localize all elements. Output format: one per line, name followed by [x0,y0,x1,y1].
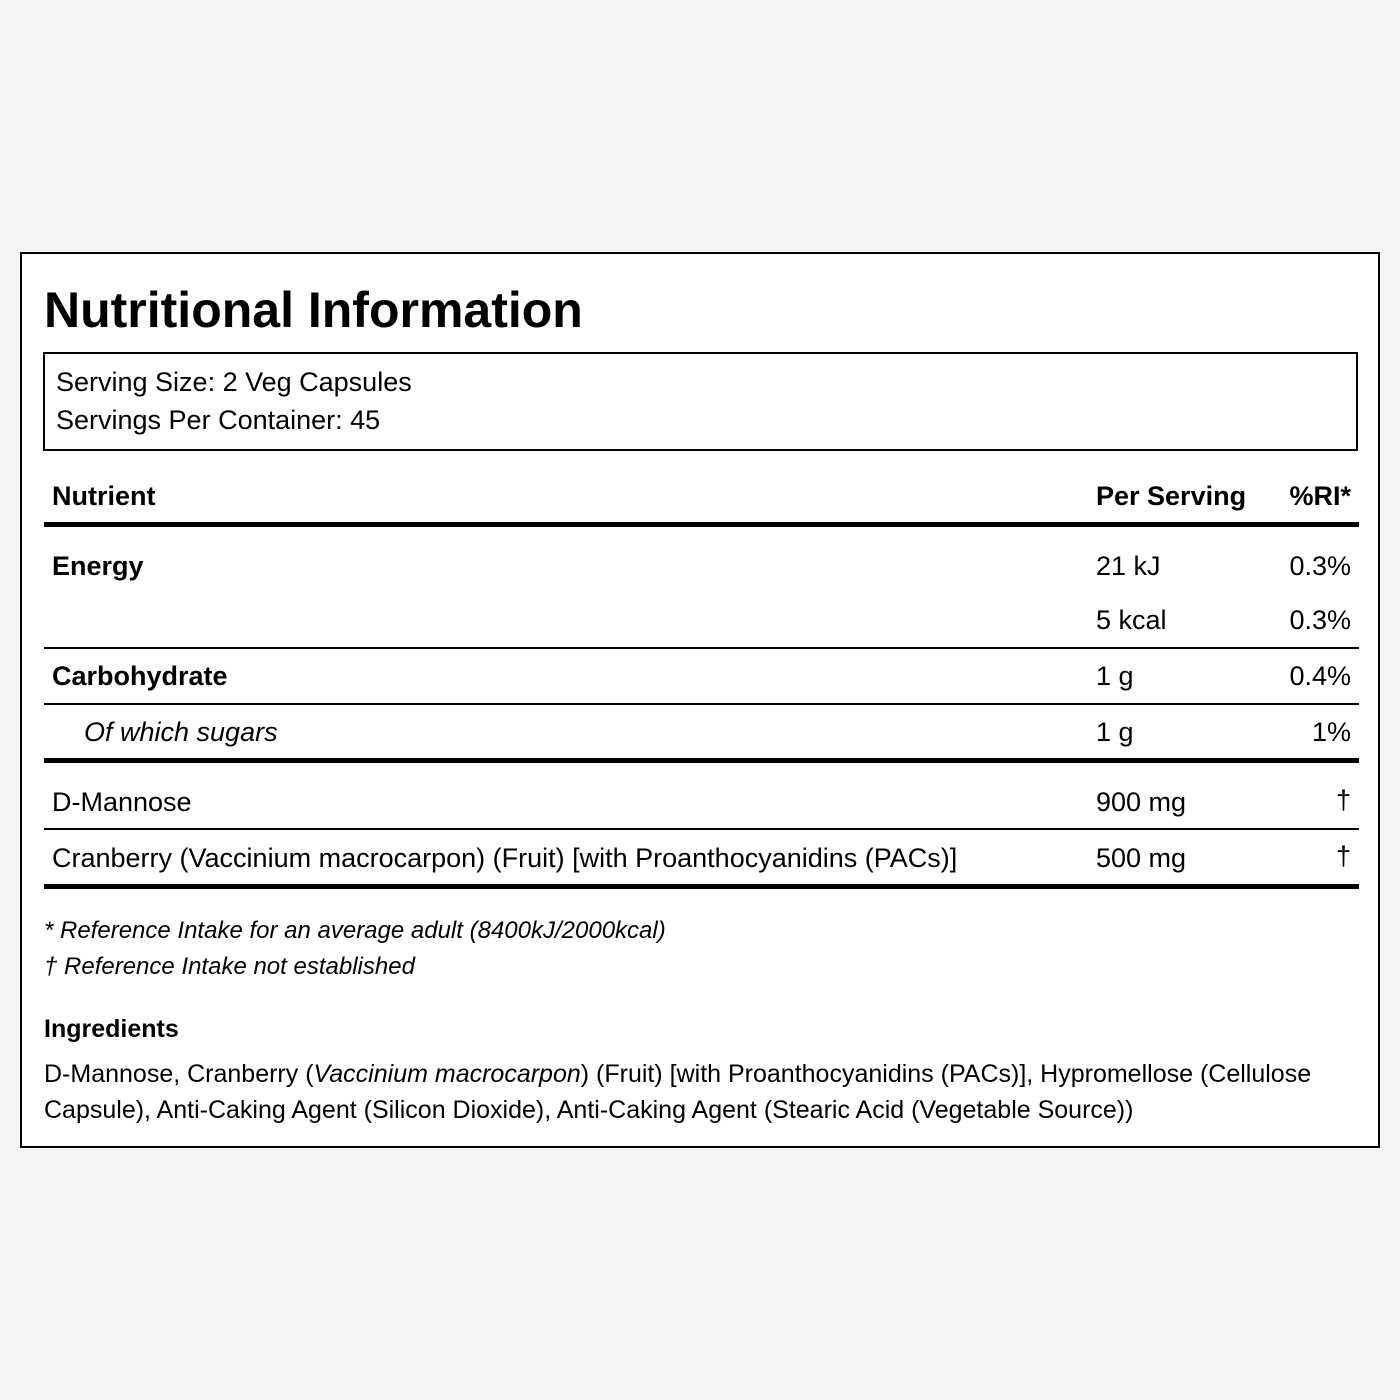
footnote-not-established: † Reference Intake not established [44,953,415,980]
footnote-reference-intake: * Reference Intake for an average adult (8400kJ/2000kcal) [44,917,666,944]
row-nutrient-carbohydrate: Carbohydrate [52,661,228,691]
ingredients-title: Ingredients [44,1015,179,1043]
row-nutrient-cranberry: Cranberry (Vaccinium macrocarpon) (Fruit) [with Proanthocyanidins (PACs)] [52,843,958,873]
header-divider [44,522,1359,527]
serving-info-box [43,352,1358,451]
row-ri-d-mannose: † [1335,785,1351,815]
row-per-serving-carbohydrate: 1 g [1096,661,1134,691]
section-divider [44,758,1359,763]
row-per-serving-energy-kj: 21 kJ [1096,551,1161,581]
ingredients-text-part: D-Mannose, Cranberry ( [44,1060,314,1088]
page-title: Nutritional Information [44,282,583,338]
ingredients-text [44,1056,1354,1128]
row-divider [44,647,1359,649]
row-per-serving-d-mannose: 900 mg [1096,787,1187,817]
row-nutrient-d-mannose: D-Mannose [52,787,192,817]
servings-per-container: Servings Per Container: 45 [56,405,381,435]
row-ri-sugars: 1% [1311,717,1351,747]
table-bottom-divider [44,884,1359,889]
row-nutrient-sugars: Of which sugars [84,717,278,747]
row-ri-energy-kcal: 0.3% [1289,605,1351,635]
serving-size: Serving Size: 2 Veg Capsules [56,367,412,397]
ingredients-text-latin: Vaccinium macrocarpon [313,1060,581,1088]
row-per-serving-energy-kcal: 5 kcal [1096,605,1167,635]
header-per-serving: Per Serving [1096,481,1247,511]
row-ri-energy-kj: 0.3% [1289,551,1351,581]
row-ri-cranberry: † [1335,841,1351,871]
row-per-serving-cranberry: 500 mg [1096,843,1187,873]
row-nutrient-energy: Energy [52,551,144,581]
row-divider [44,828,1359,830]
header-nutrient: Nutrient [52,481,156,511]
row-per-serving-sugars: 1 g [1096,717,1134,747]
row-ri-carbohydrate: 0.4% [1289,661,1351,691]
row-divider [44,703,1359,705]
nutrition-panel [20,252,1380,1148]
ingredients-text-part: ) (Fruit) [with Proanthocyanidins (PACs)], Hypromellose (Cellulose Capsule), Anti-Caking Agent (Silicon Dioxide), Anti-Caking Agent (Stearic Acid (Vegetable Source)) [44,1060,1312,1124]
header-ri: %RI* [1289,481,1351,511]
